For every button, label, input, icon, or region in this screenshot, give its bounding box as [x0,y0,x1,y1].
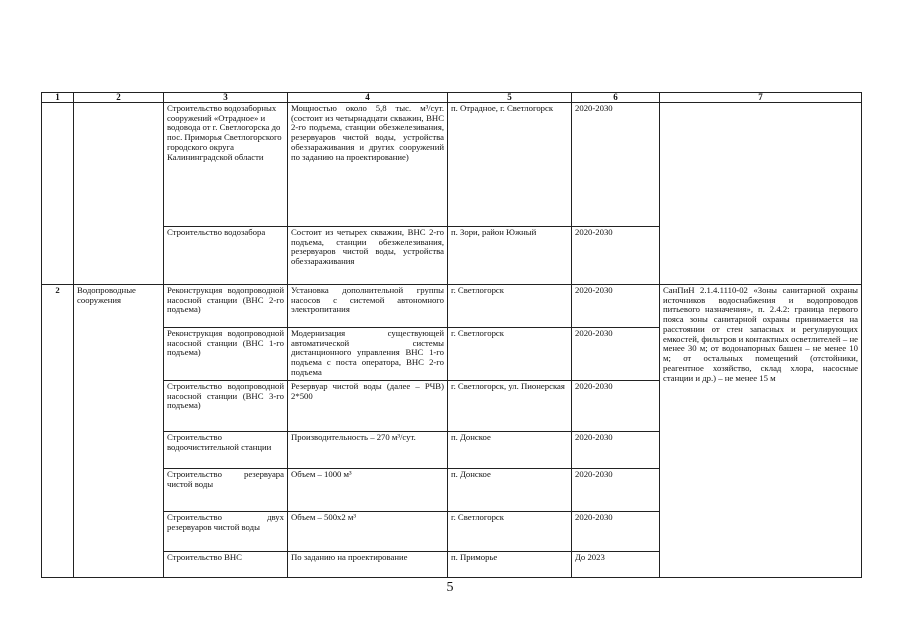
work-cell: Строительство водозаборных сооружений «Отрадное» и водовода от г. Светлогорска до пос. Приморья Светлогорского городского округа Калининградской области [164,103,288,227]
section-1-number [42,103,74,285]
location-cell: г. Светлогорск [448,285,572,328]
col-header-7: 7 [660,93,862,103]
work-cell: Строительство резервуара чистой воды [164,469,288,512]
period-cell: 2020-2030 [572,381,660,432]
period-cell: 2020-2030 [572,103,660,227]
location-cell: г. Светлогорск [448,328,572,381]
location-cell: п. Приморье [448,552,572,578]
table-row [42,285,862,328]
description-cell: По заданию на проектирование [288,552,448,578]
section-number: 2 [42,285,74,578]
header-row [42,93,862,103]
period-cell: 2020-2030 [572,432,660,469]
location-cell: п. Отрадное, г. Светлогорск [448,103,572,227]
description-cell: Резервуар чистой воды (далее – РЧВ) 2*500 [288,381,448,432]
description-cell: Установка дополнительной группы насосов с системой автономного электропитания [288,285,448,328]
col-header-5: 5 [448,93,572,103]
period-cell: 2020-2030 [572,227,660,285]
period-cell: 2020-2030 [572,285,660,328]
period-cell: До 2023 [572,552,660,578]
norms-note: СанПиН 2.1.4.1110-02 «Зоны санитарной охраны источников водоснабжения и водопроводов питьевого назначения», п. 2.4.2: граница первого пояса зоны санитарной охраны принимается на расстоянии от стен запасных и регулирующих емкостей, фильтров и контактных осветлителей – не менее 30 м; от водонапорных башен – не менее 10 м; от остальных помещений (отстойники, реагентное хозяйство, склад хлора, насосные станции и др.) – не менее 15 м [660,285,862,578]
location-cell: г. Светлогорск [448,512,572,552]
work-cell: Строительство водозабора [164,227,288,285]
section-1-name [74,103,164,285]
col-header-4: 4 [288,93,448,103]
col-header-6: 6 [572,93,660,103]
work-cell: Строительство двух резервуаров чистой воды [164,512,288,552]
section-name: Водопроводные сооружения [74,285,164,578]
work-cell: Строительство водоочистительной станции [164,432,288,469]
page-number: 5 [446,580,454,595]
period-cell: 2020-2030 [572,328,660,381]
description-cell: Объем – 500х2 м³ [288,512,448,552]
col-header-1: 1 [42,93,74,103]
period-cell: 2020-2030 [572,469,660,512]
description-cell: Модернизация существующей автоматической системы дистанционного управления ВНС 1-го подъема с поста оператора, ВНС 2-го подъема [288,328,448,381]
description-cell: Объем – 1000 м³ [288,469,448,512]
location-cell: п. Зори, район Южный [448,227,572,285]
infrastructure-table [41,92,862,578]
description-cell: Мощностью около 5,8 тыс. м³/сут. (состоит из четырнадцати скважин, ВНС 2-го подъема, станции обезжелезивания, резервуаров чистой воды, устройства обеззараживания и других сооружений по заданию на проектирование) [288,103,448,227]
work-cell: Реконструкция водопроводной насосной станции (ВНС 1-го подъема) [164,328,288,381]
work-cell: Строительство ВНС [164,552,288,578]
section-1-notes [660,103,862,285]
description-cell: Состоит из четырех скважин, ВНС 2-го подъема, станции обезжелезивания, резервуаров чистой воды, устройства обеззараживания [288,227,448,285]
work-cell: Строительство водопроводной насосной станции (ВНС 3-го подъема) [164,381,288,432]
period-cell: 2020-2030 [572,512,660,552]
location-cell: г. Светлогорск, ул. Пионерская [448,381,572,432]
col-header-3: 3 [164,93,288,103]
table-row [42,103,862,227]
col-header-2: 2 [74,93,164,103]
location-cell: п. Донское [448,432,572,469]
work-cell: Реконструкция водопроводной насосной станции (ВНС 2-го подъема) [164,285,288,328]
location-cell: п. Донское [448,469,572,512]
description-cell: Производительность – 270 м³/сут. [288,432,448,469]
